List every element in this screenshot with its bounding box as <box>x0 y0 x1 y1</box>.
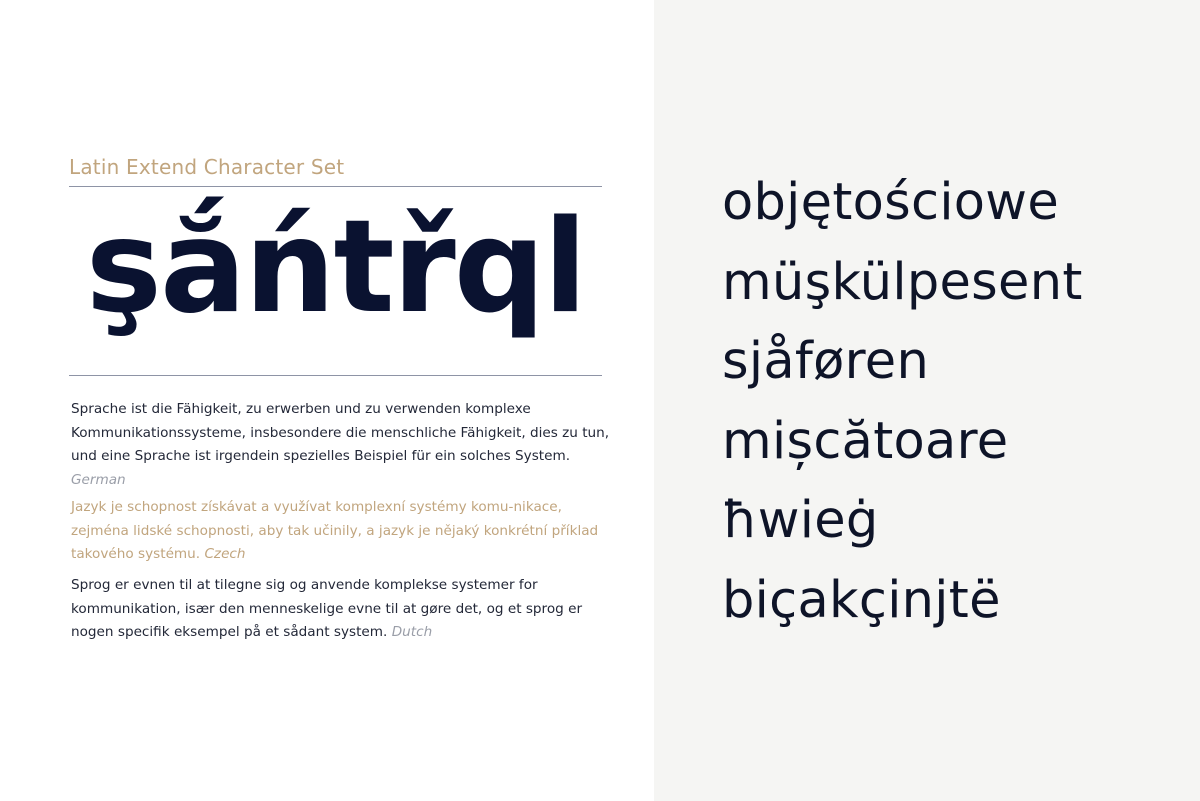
language-label: German <box>71 471 126 488</box>
sample-word: mișcătoare <box>722 411 1009 471</box>
character-set-title: Latin Extend Character Set <box>69 155 345 179</box>
language-label: Dutch <box>391 624 433 640</box>
language-label: Czech <box>204 546 246 562</box>
paragraph-text: Sprog er evnen til at tilegne sig og anvende komplekse systemer for kommunikation, især den menneskelige evne til at gøre det, og et sprog er nogen specifik eksempel på et sådant system. <box>71 577 583 640</box>
sample-paragraph-czech <box>71 496 616 567</box>
specimen-glyphs: şắńtřql <box>85 193 586 342</box>
sample-word-list <box>722 163 1083 640</box>
paragraph-text: Jazyk je schopnost získávat a využívat komplexní systémy komu-nikace, zejména lidské schopnosti, aby tak učinily, a jazyk je nějaký konkrétní příklad takového systému. <box>71 499 599 562</box>
sample-word: sjåføren <box>722 332 930 391</box>
sample-word: objętościowe <box>722 173 1059 232</box>
sample-word: müşkülpesent <box>722 252 1083 312</box>
sample-word: ħwieġ <box>722 491 879 550</box>
paragraph-text: Sprache ist die Fähigkeit, zu erwerben und zu verwenden komplexe Kommunikationssysteme, insbesondere die menschliche Fähigkeit, dies zu tun, und eine Sprache ist irgendein spezielles Beispiel für ein solches System. <box>71 401 610 464</box>
sample-paragraph-german <box>71 398 616 492</box>
sample-word: biçakçinjtë <box>722 570 1001 630</box>
sample-paragraph-dutch <box>71 574 616 645</box>
top-divider <box>69 186 602 187</box>
bottom-divider <box>69 375 602 376</box>
